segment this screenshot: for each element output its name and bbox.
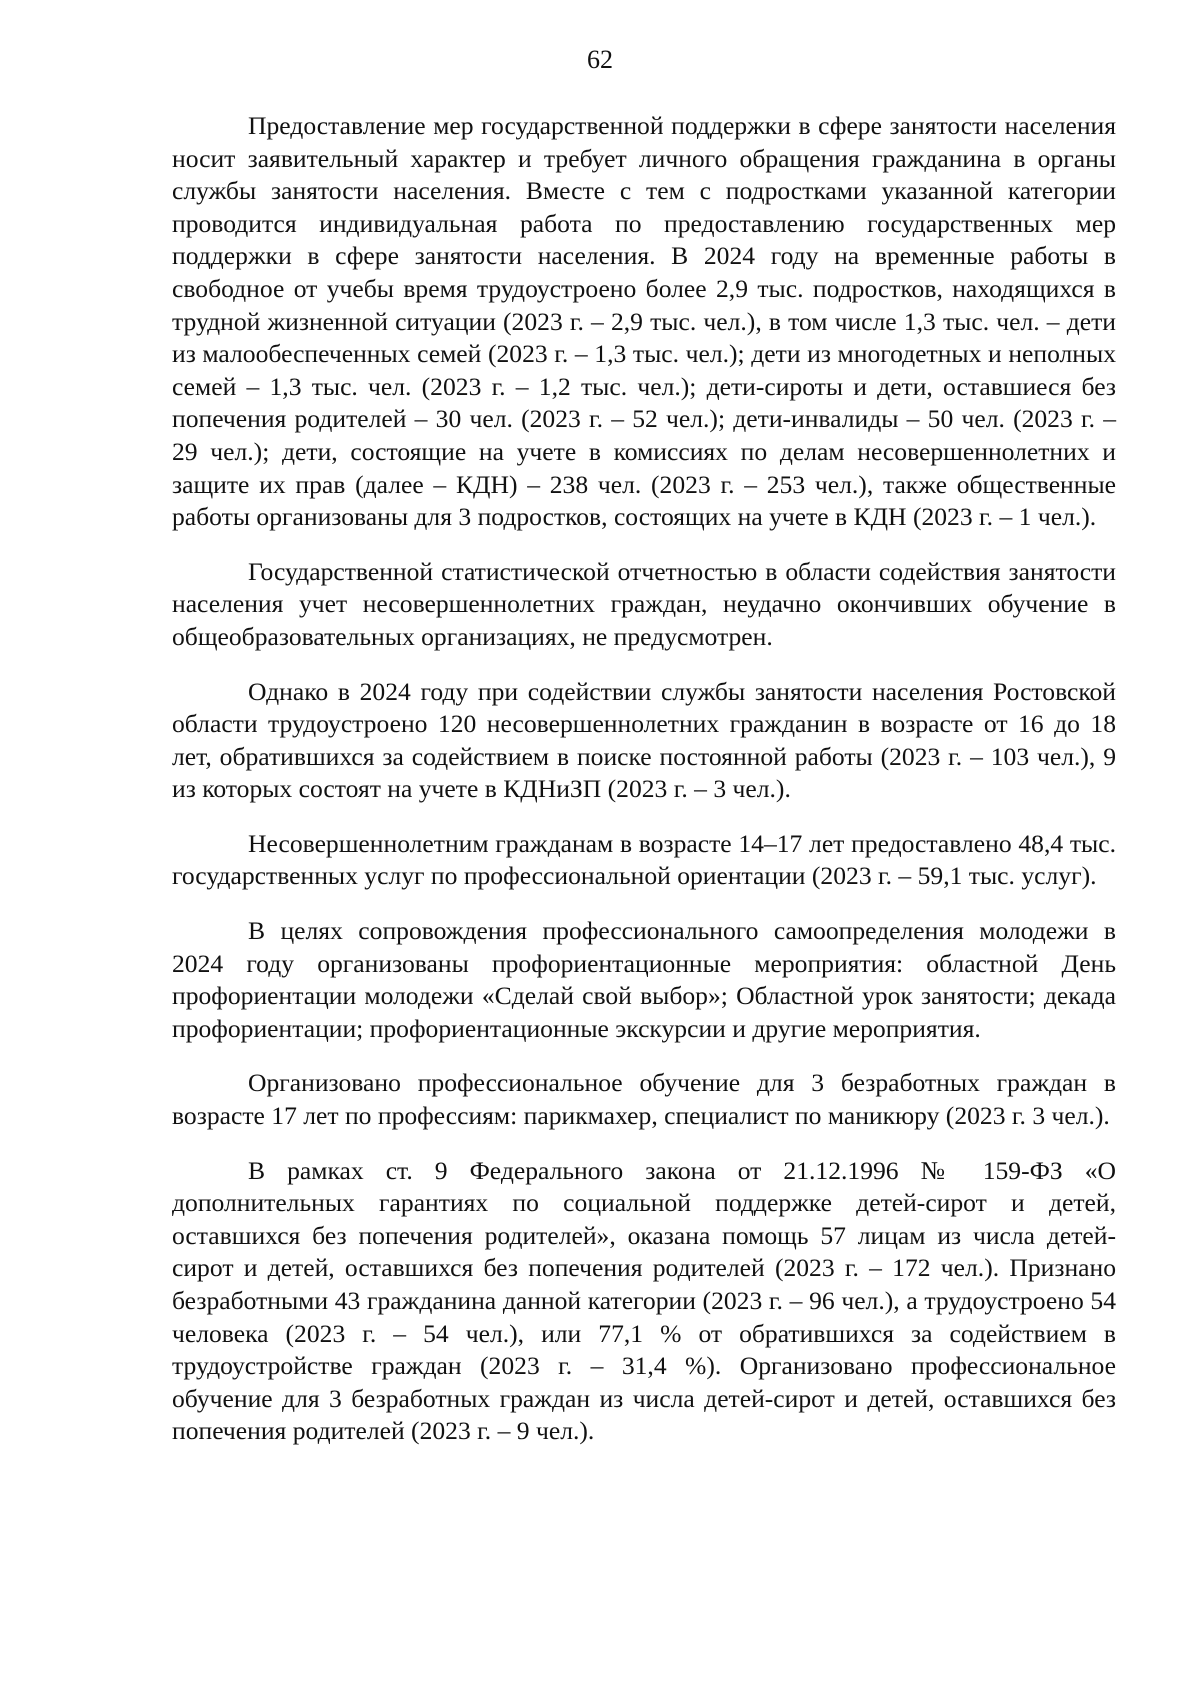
paragraph-vocational-training: Организовано профессиональное обучение для 3 безработных граждан в возрасте 17 лет по профессиям: парикмахер, специалист по маникюру (2023 г. 3 чел.). [172,1068,1116,1131]
paragraph-career-guidance-events: В целях сопровождения профессионального самоопределения молодежи в 2024 году организованы профориентационные мероприятия: областной День профориентации молодежи «Сделай свой выбор»; Областной урок занятости; декада профориентации; профориентационные экскурсии и другие мероприятия. [172,916,1116,1043]
paragraph-minors-employed: Однако в 2024 году при содействии службы занятости населения Ростовской области трудоустроено 120 несовершеннолетних гражданин в возрасте от 16 до 18 лет, обратившихся за содействием в поиске постоянной работы (2023 г. – 103 чел.), 9 из которых состоят на учете в КДНиЗП (2023 г. – 3 чел.). [172,676,1116,804]
paragraph-statistical-reporting: Государственной статистической отчетностью в области содействия занятости населения учет несовершеннолетних граждан, неудачно окончивших обучение в общеобразовательных организациях, не предусмотрен. [172,556,1116,651]
document-body [172,110,1116,1470]
paragraph-career-guidance-services: Несовершеннолетним гражданам в возрасте 14–17 лет предоставлено 48,4 тыс. государственных услуг по профессиональной ориентации (2023 г. – 59,1 тыс. услуг). [172,828,1116,891]
paragraph-orphans-support: В рамках ст. 9 Федерального закона от 21.12.1996 № 159-ФЗ «О дополнительных гарантиях по социальной поддержке детей-сирот и детей, оставшихся без попечения родителей», оказана помощь 57 лицам из числа детей-сирот и детей, оставшихся без попечения родителей (2023 г. – 172 чел.). Признано безработными 43 гражданина данной категории (2023 г. – 96 чел.), а трудоустроено 54 человека (2023 г. – 54 чел.), или 77,1 % от обратившихся за содействием в трудоустройстве граждан (2023 г. – 31,4 %). Организовано профессиональное обучение для 3 безработных граждан из числа детей-сирот и детей, оставшихся без попечения родителей (2023 г. – 9 чел.). [172,1155,1116,1446]
page-number: 62 [587,45,613,74]
paragraph-employment-support: Предоставление мер государственной поддержки в сфере занятости населения носит заявительный характер и требует личного обращения гражданина в органы службы занятости населения. Вместе с тем с подростками указанной категории проводится индивидуальная работа по предоставлению государственных мер поддержки в сфере занятости населения. В 2024 году на временные работы в свободное от учебы время трудоустроено более 2,9 тыс. подростков, находящихся в трудной жизненной ситуации (2023 г. – 2,9 тыс. чел.), в том числе 1,3 тыс. чел. – дети из малообеспеченных семей (2023 г. – 1,3 тыс. чел.); дети из многодетных и неполных семей – 1,3 тыс. чел. (2023 г. – 1,2 тыс. чел.); дети-сироты и дети, оставшиеся без попечения родителей – 30 чел. (2023 г. – 52 чел.); дети-инвалиды – 50 чел. (2023 г. – 29 чел.); дети, состоящие на учете в комиссиях по делам несовершеннолетних и защите их прав (далее – КДН) – 238 чел. (2023 г. – 253 чел.), также общественные работы организованы для 3 подростков, состоящих на учете в КДН (2023 г. – 1 чел.). [172,111,1116,532]
